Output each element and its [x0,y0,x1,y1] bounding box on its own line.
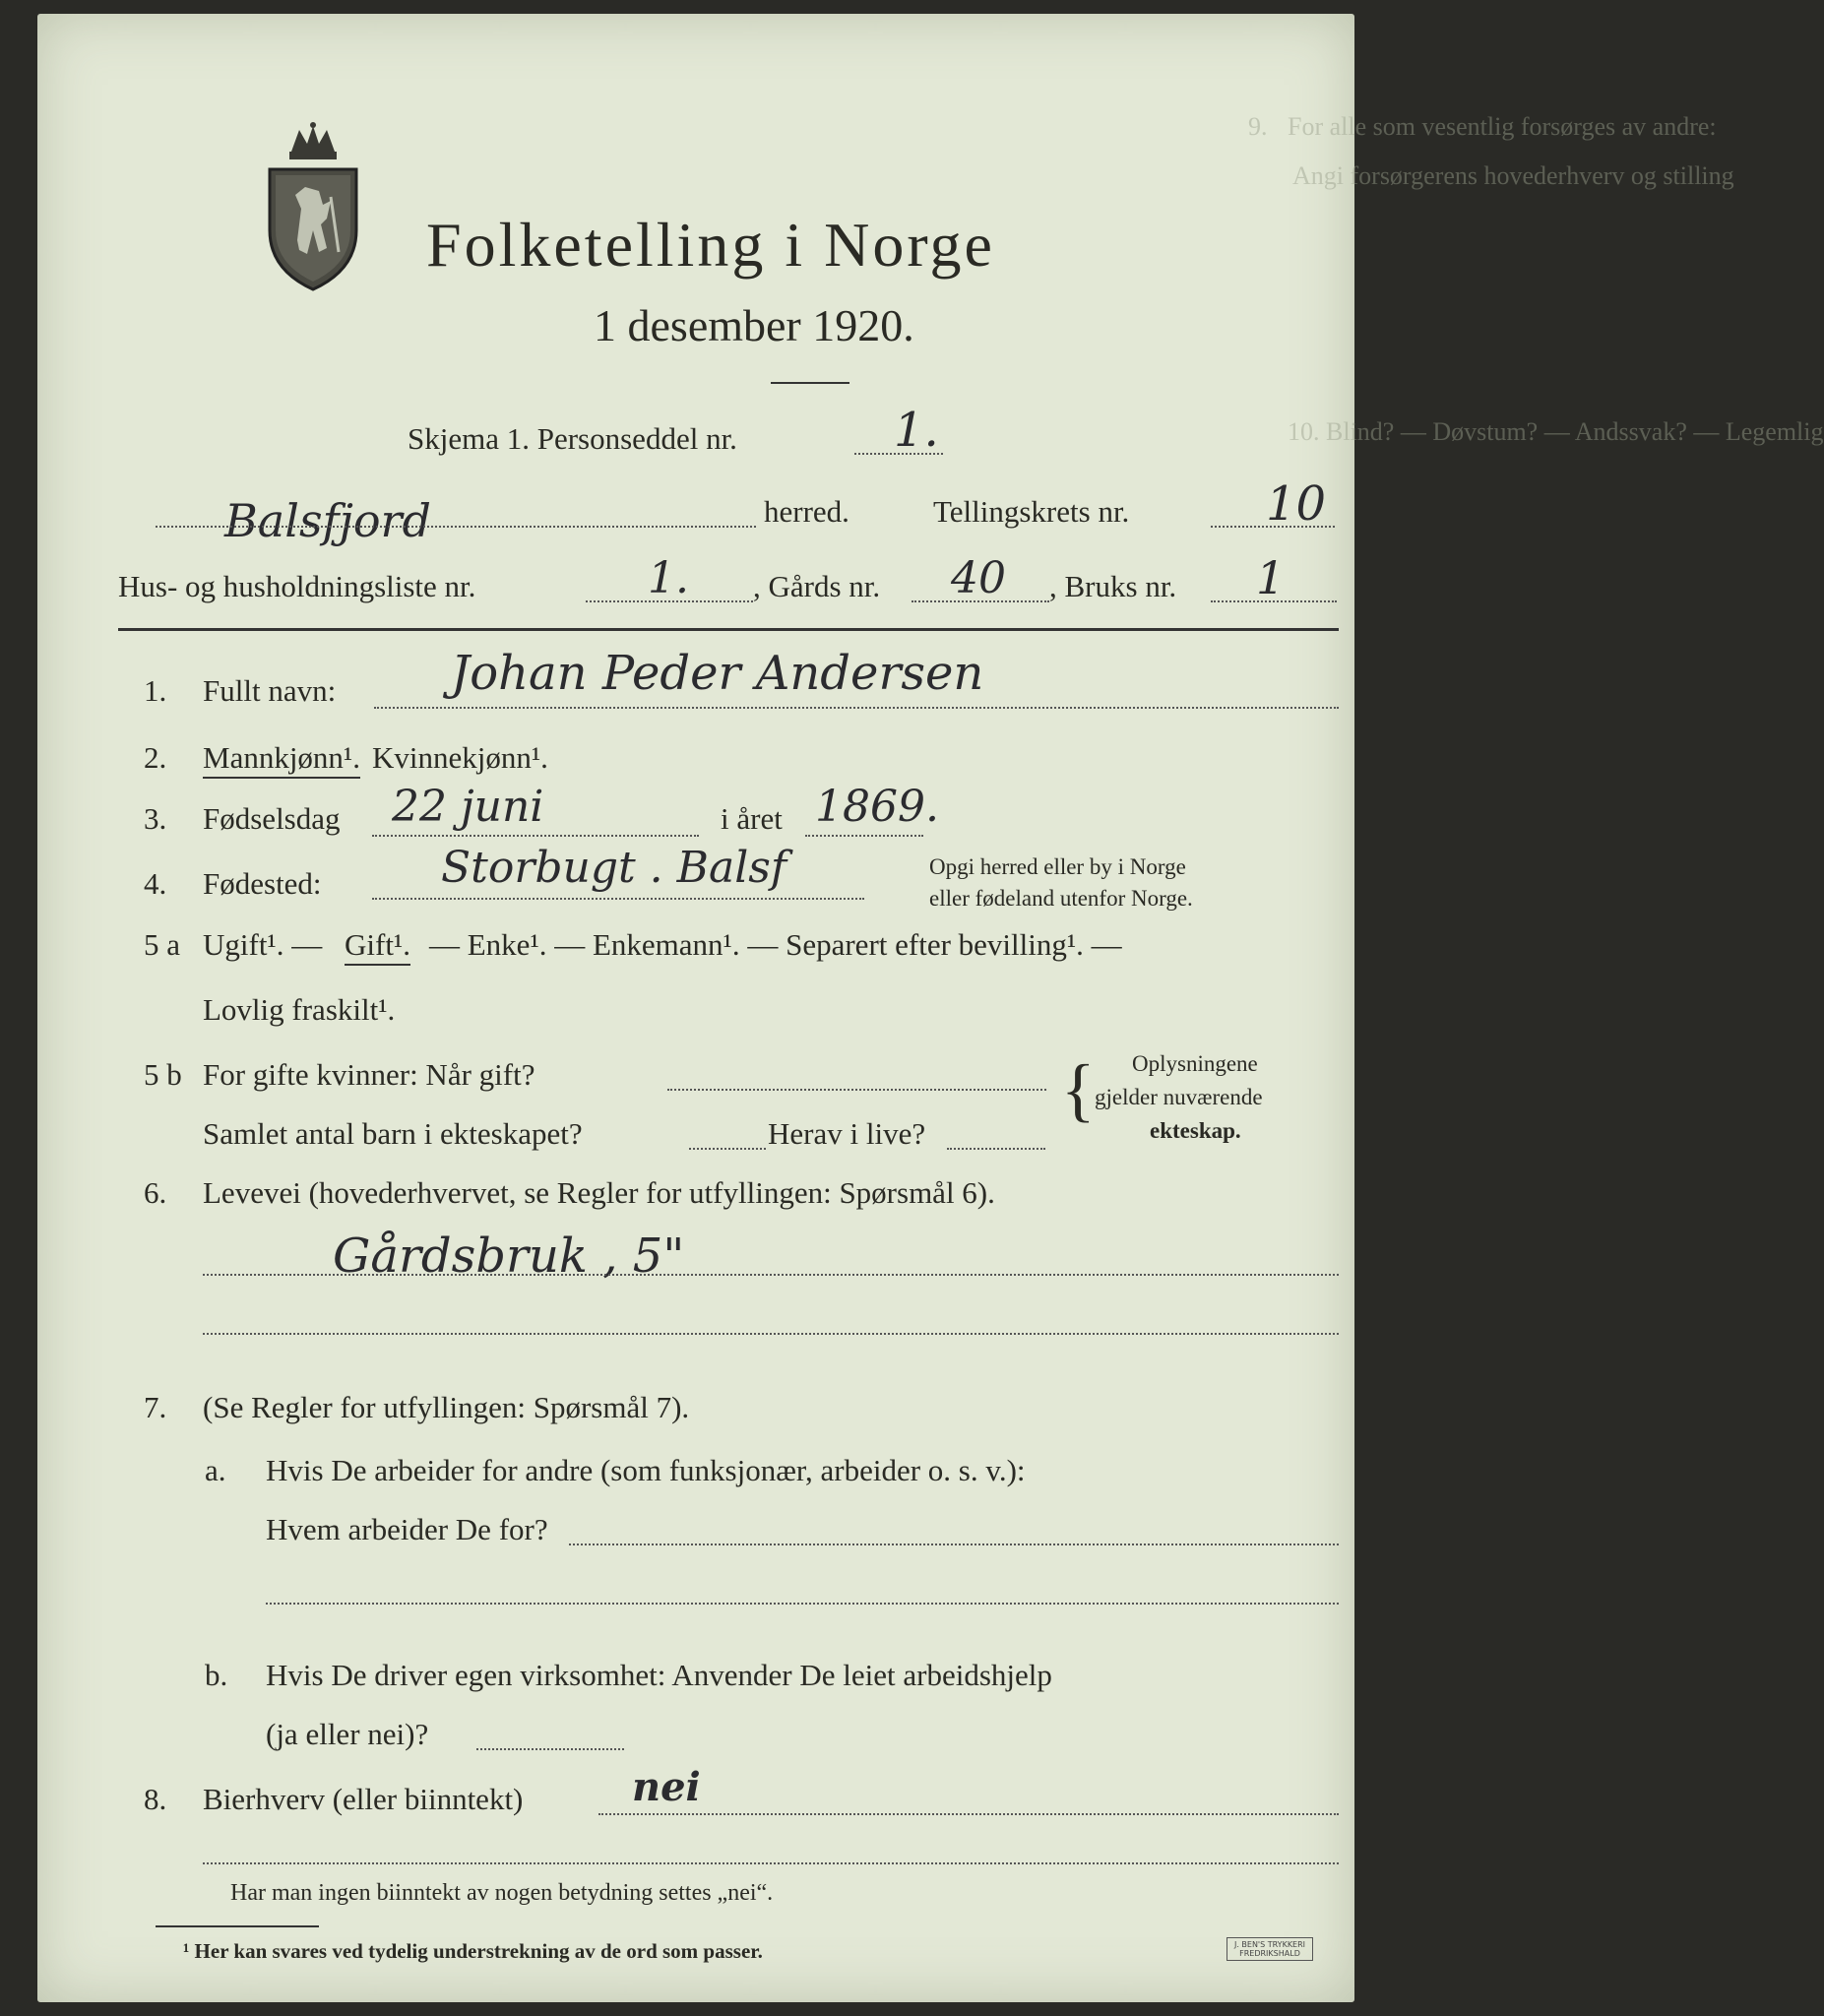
footnote: ¹ Her kan svares ved tydelig understrekning av de ord som passer. [183,1939,763,1963]
q3-year-label: i året [721,801,783,836]
q8-label: Bierhverv (eller biinntekt) [203,1782,524,1816]
q3-label: Fødselsdag [203,801,341,836]
q8-line [598,1813,1339,1815]
title-divider [771,382,849,384]
q4-number: 4. [144,866,167,901]
q5a-fraskilt-option[interactable]: Lovlig fraskilt¹. [203,992,396,1027]
q5b-note-line1: Oplysningene [1132,1051,1258,1076]
q5b-number: 5 b [144,1057,182,1092]
q4-note-line2: eller fødeland utenfor Norge. [929,886,1193,911]
husliste-label: Hus- og husholdningsliste nr. [118,569,476,603]
personseddel-nr[interactable]: 1. [894,403,939,458]
q4-birthplace[interactable]: Storbugt . Balsf [441,843,787,893]
q7a-letter: a. [205,1453,226,1487]
q3-day-line [372,835,699,837]
census-date: 1 desember 1920. [594,300,914,350]
q5a-other-options[interactable]: — Enke¹. — Enkemann¹. — Separert efter bevilling¹. — [429,927,1122,962]
q1-full-name[interactable]: Johan Peder Andersen [451,646,984,701]
q3-number: 3. [144,801,167,836]
coat-of-arms-icon [262,122,365,294]
tellingskrets-label: Tellingskrets nr. [933,494,1130,529]
q5b-children-line [689,1148,766,1150]
q3-birth-day[interactable]: 22 juni [392,782,544,832]
printer-stamp: J. BEN'S TRYKKERI FREDRIKSHALD [1226,1937,1313,1961]
q5b-alive-line [947,1148,1045,1150]
q6-number: 6. [144,1175,167,1210]
q6-line1 [203,1274,1339,1276]
gards-nr[interactable]: 40 [951,553,1006,603]
tellingskrets-nr[interactable]: 10 [1266,476,1327,532]
q6-occupation[interactable]: Gårdsbruk , 5" [333,1228,685,1284]
q5b-note-line3: ekteskap. [1150,1118,1241,1143]
q7-number: 7. [144,1390,167,1424]
q6-line2 [203,1333,1339,1335]
q5b-label: For gifte kvinner: Når gift? [203,1057,535,1092]
skjema-label: Skjema 1. Personseddel nr. [408,421,737,456]
q1-number: 1. [144,673,167,708]
q5b-alive-label: Herav i live? [768,1116,926,1151]
q8-number: 8. [144,1782,167,1816]
q4-label: Fødested: [203,866,322,901]
q3-year-line [805,835,923,837]
q3-birth-year[interactable]: 1869. [815,782,939,832]
q5b-children-label: Samlet antal barn i ekteskapet? [203,1116,583,1151]
herred-line [156,526,756,528]
q8-note: Har man ingen biinntekt av nogen betydning settes „nei“. [230,1880,774,1906]
herred-value[interactable]: Balsfjord [224,494,431,547]
q7b-answer-line [476,1748,624,1750]
q6-label: Levevei (hovederhvervet, se Regler for utfyllingen: Spørsmål 6). [203,1175,995,1210]
q1-line [374,707,1339,709]
bruks-label: , Bruks nr. [1049,569,1177,603]
q2-female-option[interactable]: Kvinnekjønn¹. [372,740,548,775]
q7b-label: Hvis De driver egen virksomhet: Anvender De leiet arbeidshjelp [266,1658,1052,1692]
bruks-nr[interactable]: 1 [1256,551,1286,604]
census-form-page: 9. For alle som vesentlig forsørges av andre: Angi forsørgerens hovederhverv og stilling 10. Blind? — Døvstum? — Andssvak? — Legemlig Folketelling i Norge 1 desember 1920. Skjema 1. Personseddel nr. 1. Balsfjord herred. Tellingskrets nr. 10 Hus- og husholdningsliste nr. 1. , Gårds nr. 40 , Bruks nr. 1 1. Fullt navn: Johan Peder Andersen 2. Mannkjønn¹. Kvinnekjønn¹. 3. Fødselsdag 22 juni i året 1869. 4. Fødested: Storbugt . Balsf Opgi herred eller by i Norge eller fødeland utenfor Norge. 5 a Ugift¹. — Gift¹. — Enke¹. — Enkemann¹. — Separert efter bevilling¹. — Lovlig fraskilt¹. 5 b For gifte kvinner: Når gift? Samlet antal barn i ekteskapet? Herav i live? { Oplysningene gjelder nuværende ekteskap. 6. Levevei (hovederhvervet, se Regler for utfyllingen: Spørsmål 6). Gårdsbruk , 5" 7. (Se Regler for utfyllingen: Spørsmål 7). a. Hvis De arbeider for andre (som funksjonær, arbeider o. s. v.): Hvem arbeider De for? b. Hvis De driver egen virksomhet: Anvender De leiet arbeidshjelp (ja eller nei)? 8. Bierhverv (eller biinntekt) nei Har man ingen biinntekt av nogen betydning settes „nei“. ¹ Her kan svares ved tydelig understrekning av de ord som passer. J. BEN'S TRYKKERI FREDRIKSHALD [37,14,1354,2002]
header-divider [118,628,1339,631]
q7a-extra-line [266,1603,1339,1605]
footnote-divider [156,1925,319,1927]
q5a-ugift-option[interactable]: Ugift¹. — [203,927,323,962]
herred-label: herred. [764,494,849,529]
q5a-number: 5 a [144,927,181,962]
q7a-label: Hvis De arbeider for andre (som funksjonær, arbeider o. s. v.): [266,1453,1026,1487]
q5b-brace: { [1061,1050,1096,1129]
q4-line [372,898,864,900]
q5b-note-line2: gjelder nuværende [1095,1085,1263,1109]
gards-label: , Gårds nr. [753,569,881,603]
q2-male-option[interactable]: Mannkjønn¹. [203,740,360,779]
page-title: Folketelling i Norge [426,210,995,280]
q5b-married-line [667,1089,1046,1091]
husliste-nr[interactable]: 1. [648,553,689,603]
q7a-employer-line [569,1544,1339,1545]
q8-extra-line [203,1862,1339,1864]
q1-label: Fullt navn: [203,673,337,708]
q7b-answer-label: (ja eller nei)? [266,1717,429,1751]
q7b-letter: b. [205,1658,228,1692]
q5a-gift-option[interactable]: Gift¹. [345,927,410,966]
q8-value[interactable]: nei [632,1764,701,1810]
q4-note-line1: Opgi herred eller by i Norge [929,854,1186,879]
q7a-employer-label: Hvem arbeider De for? [266,1512,548,1546]
q7-label: (Se Regler for utfyllingen: Spørsmål 7). [203,1390,690,1424]
q2-number: 2. [144,740,167,775]
